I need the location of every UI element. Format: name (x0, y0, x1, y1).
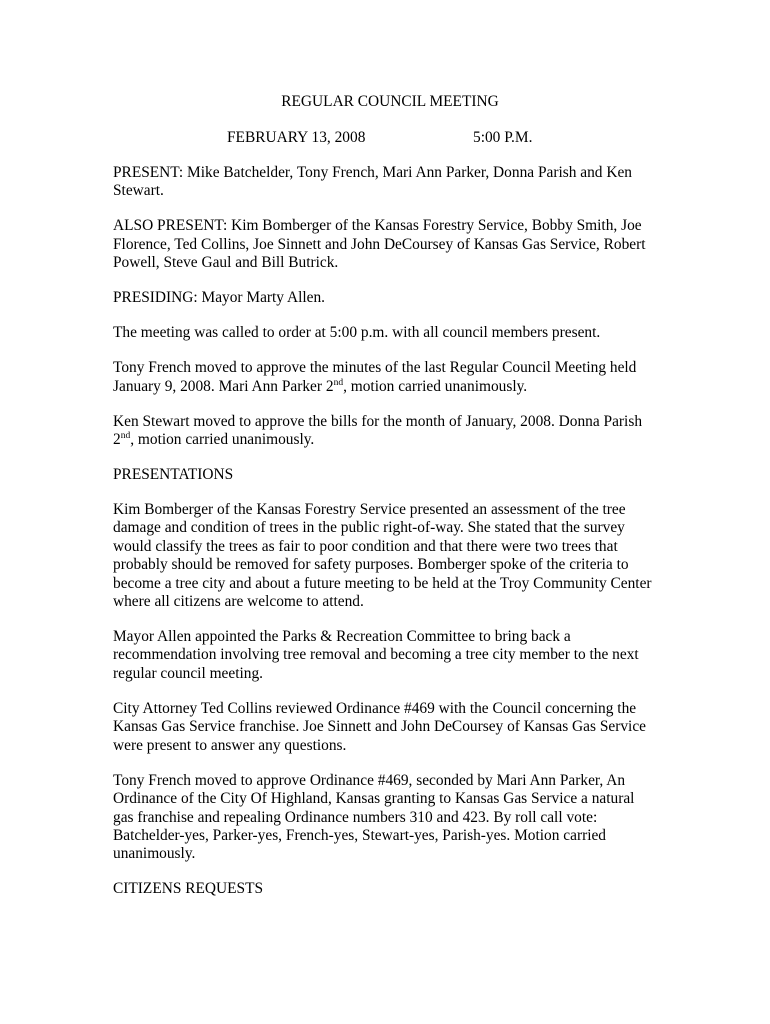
bills-motion-paragraph (113, 413, 658, 450)
bills-motion-text: Ken Stewart moved to approve the bills for the month of January, 2008. Donna Parish 2 (113, 412, 643, 449)
ordinance-review-paragraph: City Attorney Ted Collins reviewed Ordinance #469 with the Council concerning the Kansas Gas Service franchise. Joe Sinnett and John DeCoursey of Kansas Gas Service were present to answer any questions. (113, 699, 646, 754)
citizens-requests-heading: CITIZENS REQUESTS (113, 880, 264, 898)
minutes-body (113, 164, 658, 915)
meeting-dateline (227, 129, 547, 147)
minutes-motion-ordinal: nd (333, 377, 344, 388)
also-present-paragraph: ALSO PRESENT: Kim Bomberger of the Kansas Forestry Service, Bobby Smith, Joe Florence, Ted Collins, Joe Sinnett and John DeCoursey of Kansas Gas Service, Robert Powell, Steve Gaul and Bill Butrick. (113, 217, 646, 272)
present-paragraph: PRESENT: Mike Batchelder, Tony French, Mari Ann Parker, Donna Parish and Ken Stewart. (113, 164, 632, 200)
committee-paragraph: Mayor Allen appointed the Parks & Recreation Committee to bring back a recommendation involving tree removal and becoming a tree city member to the next regular council meeting. (113, 628, 639, 682)
ordinance-motion-paragraph: Tony French moved to approve Ordinance #469, seconded by Mari Ann Parker, An Ordinance of the City Of Highland, Kansas granting to Kansas Gas Service a natural gas franchise and repealing Ordinance numbers 310 and 423. By roll call vote: Batchelder-yes, Parker-yes, French-yes, Stewart-yes, Parish-yes. Motion carried unanimously. (113, 771, 635, 863)
meeting-date: FEBRUARY 13, 2008 (227, 129, 366, 146)
meeting-time: 5:00 P.M. (473, 129, 533, 146)
meeting-title: REGULAR COUNCIL MEETING (281, 93, 499, 110)
call-to-order-paragraph: The meeting was called to order at 5:00 p.m. with all council members present. (113, 324, 601, 342)
presiding-paragraph: PRESIDING: Mayor Marty Allen. (113, 289, 326, 307)
presentations-heading: PRESENTATIONS (113, 466, 234, 484)
bills-motion-result: , motion carried unanimously. (130, 431, 315, 449)
bills-motion-ordinal: nd (120, 431, 131, 442)
forestry-paragraph: Kim Bomberger of the Kansas Forestry Service presented an assessment of the tree damage and condition of trees in the public right-of-way. She stated that the survey would classify the trees as fair to poor condition and that there were two trees that probably should be removed for safety purposes. Bomberger spoke of the criteria to become a tree city and about a future meeting to be held at the Troy Community Center where all citizens are welcome to attend. (113, 501, 652, 611)
minutes-motion-result: , motion carried unanimously. (343, 377, 528, 395)
minutes-motion-paragraph (113, 359, 658, 396)
minutes-motion-text: Tony French moved to approve the minutes of the last Regular Council Meeting held January 9, 2008. Mari Ann Parker 2 (113, 359, 637, 395)
